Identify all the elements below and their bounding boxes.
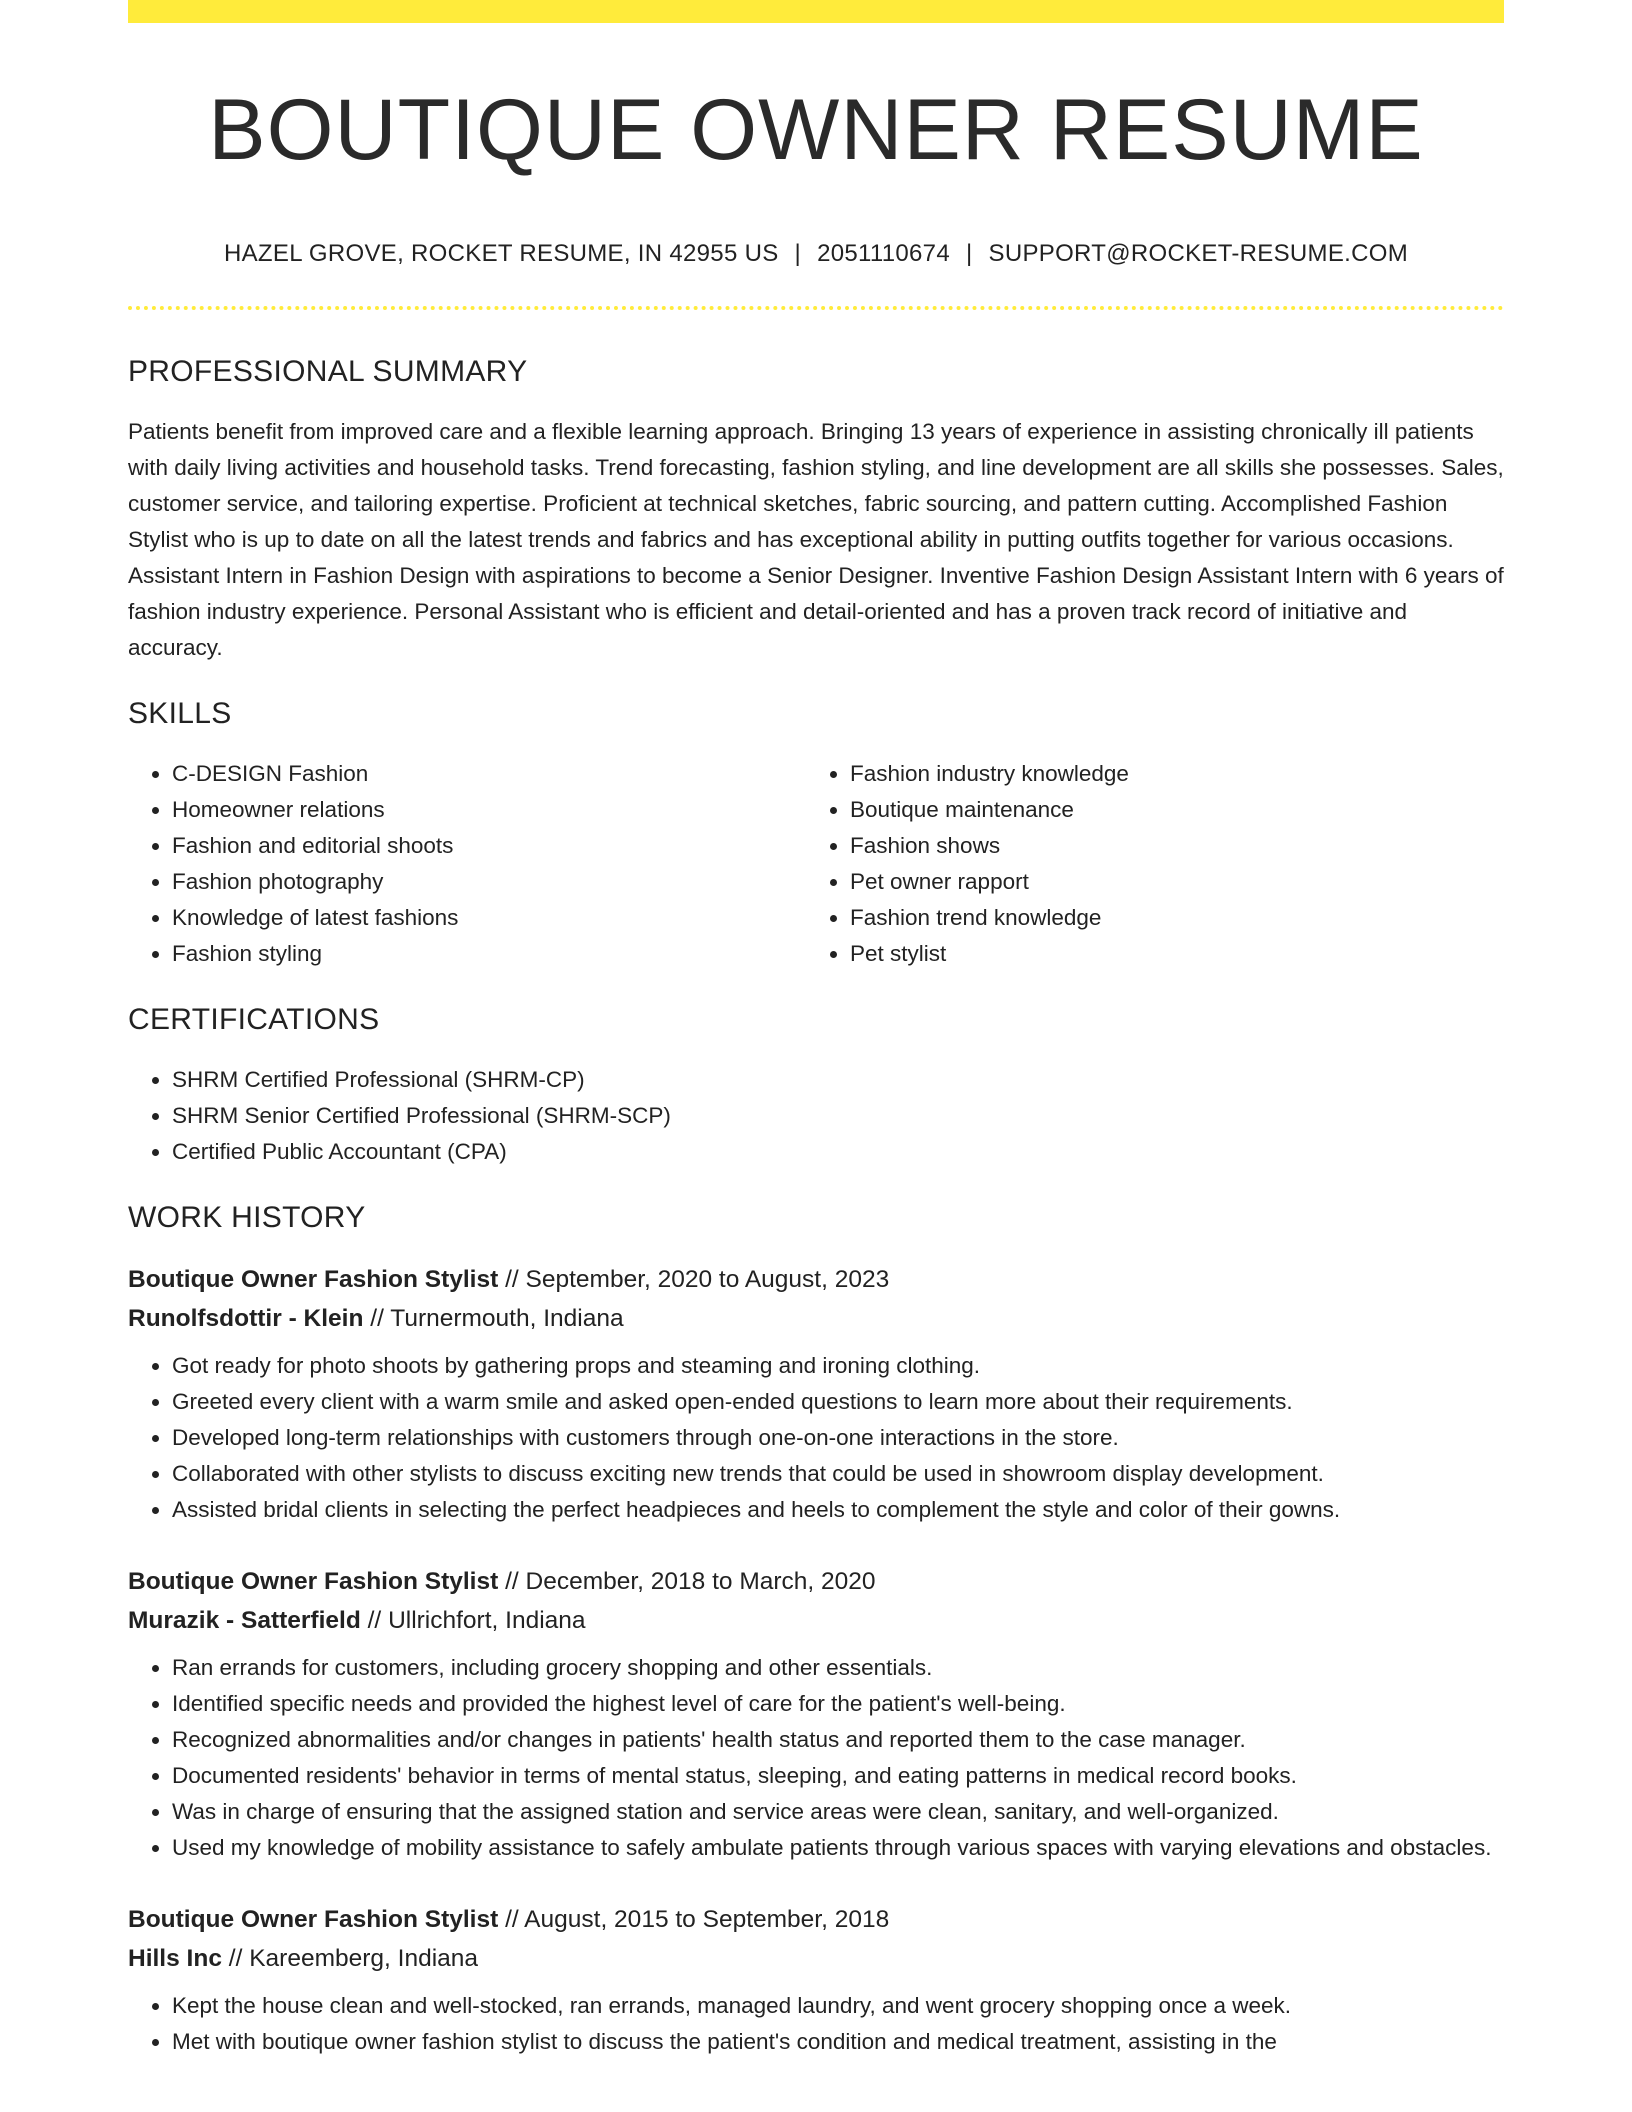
skill-item: • Knowledge of latest fashions [172, 900, 806, 936]
job-dates: August, 2015 to September, 2018 [524, 1906, 890, 1933]
skills-heading: SKILLS [128, 697, 232, 730]
certifications-section [128, 1000, 1504, 1170]
skill-item: • Fashion and editorial shoots [172, 828, 806, 864]
job-title-line [128, 1900, 1504, 1939]
skill-item: • Fashion photography [172, 864, 806, 900]
job-bullet: • Greeted every client with a warm smile and asked open-ended questions to learn more about their requirements. [172, 1384, 1504, 1420]
job-bullets [128, 1348, 1504, 1528]
job-bullet: • Documented residents' behavior in terms of mental status, sleeping, and eating patterns in medical record books. [172, 1758, 1504, 1794]
job-title: Boutique Owner Fashion Stylist [128, 1906, 499, 1933]
skill-item: • Fashion styling [172, 936, 806, 972]
skills-list-left [128, 756, 806, 972]
job-bullet: • Recognized abnormalities and/or changes in patients' health status and reported them to the case manager. [172, 1722, 1504, 1758]
job-divider: // [370, 1305, 384, 1332]
job-bullet: • Kept the house clean and well-stocked, ran errands, managed laundry, and went grocery shopping once a week. [172, 1988, 1504, 2024]
skills-columns [128, 756, 1504, 972]
skill-item: • Fashion shows [850, 828, 1484, 864]
work-history-heading: WORK HISTORY [128, 1201, 366, 1234]
job-title-line [128, 1562, 1504, 1601]
contact-separator: | [965, 240, 973, 267]
job-title: Boutique Owner Fashion Stylist [128, 1568, 499, 1595]
job-company-line [128, 1601, 1504, 1640]
job-bullet: • Assisted bridal clients in selecting the perfect headpieces and heels to complement the style and color of their gowns. [172, 1492, 1504, 1528]
summary-text: Patients benefit from improved care and a flexible learning approach. Bringing 13 years of experience in assisting chronically ill patients with daily living activities and household tasks. Trend forecasting, fashion styling, and line development are all skills she possesses. Sales, customer service, and tailoring expertise. Proficient at technical sketches, fabric sourcing, and pattern cutting. Accomplished Fashion Stylist who is up to date on all the latest trends and fabrics and has exceptional ability in putting outfits together for various occasions. Assistant Intern in Fashion Design with aspirations to become a Senior Designer. Inventive Fashion Design Assistant Intern with 6 years of fashion industry experience. Personal Assistant who is efficient and detail-oriented and has a proven track record of initiative and accuracy. [128, 419, 1504, 660]
job-location: Ullrichfort, Indiana [388, 1607, 586, 1634]
skill-item: • Boutique maintenance [850, 792, 1484, 828]
job-divider: // [505, 1568, 519, 1595]
contact-line [128, 238, 1504, 270]
summary-heading: PROFESSIONAL SUMMARY [128, 355, 528, 388]
contact-address: HAZEL GROVE, ROCKET RESUME, IN 42955 US [223, 240, 779, 267]
skill-item: • Pet owner rapport [850, 864, 1484, 900]
job-dates: September, 2020 to August, 2023 [525, 1266, 890, 1293]
contact-phone: 2051110674 [817, 240, 950, 267]
job-entry [128, 1562, 1504, 1866]
certification-item: • Certified Public Accountant (CPA) [172, 1134, 1504, 1170]
job-title-line [128, 1260, 1504, 1299]
job-bullet: • Was in charge of ensuring that the assigned station and service areas were clean, sanitary, and well-organized. [172, 1794, 1504, 1830]
contact-separator: | [794, 240, 802, 267]
job-bullet: • Developed long-term relationships with customers through one-on-one interactions in the store. [172, 1420, 1504, 1456]
skills-list-right [806, 756, 1484, 972]
skill-item: • Fashion industry knowledge [850, 756, 1484, 792]
work-history-section [128, 1198, 1504, 2060]
job-bullets [128, 1650, 1504, 1866]
job-title: Boutique Owner Fashion Stylist [128, 1266, 499, 1293]
job-location: Turnermouth, Indiana [390, 1305, 624, 1332]
job-divider: // [505, 1266, 519, 1293]
certification-item: • SHRM Certified Professional (SHRM-CP) [172, 1062, 1504, 1098]
job-divider: // [367, 1607, 382, 1634]
job-entry [128, 1260, 1504, 1528]
skills-section [128, 694, 1504, 972]
job-entry [128, 1900, 1504, 2060]
job-dates: December, 2018 to March, 2020 [525, 1568, 876, 1595]
job-bullets [128, 1988, 1504, 2060]
page-title: BOUTIQUE OWNER RESUME [208, 82, 1424, 178]
certification-item: • SHRM Senior Certified Professional (SHRM-SCP) [172, 1098, 1504, 1134]
job-bullet: • Met with boutique owner fashion stylist to discuss the patient's condition and medical treatment, assisting in the [172, 2024, 1504, 2060]
job-divider: // [505, 1906, 519, 1933]
job-company-line [128, 1299, 1504, 1338]
job-company-line [128, 1939, 1504, 1978]
job-bullet: • Got ready for photo shoots by gathering props and steaming and ironing clothing. [172, 1348, 1504, 1384]
contact-email: SUPPORT@ROCKET-RESUME.COM [988, 240, 1408, 267]
jobs-container [128, 1260, 1504, 2060]
summary-section [128, 352, 1504, 666]
job-bullet: • Ran errands for customers, including grocery shopping and other essentials. [172, 1650, 1504, 1686]
job-company: Runolfsdottir - Klein [128, 1305, 364, 1332]
job-bullet: • Collaborated with other stylists to discuss exciting new trends that could be used in showroom display development. [172, 1456, 1504, 1492]
certifications-list [128, 1062, 1504, 1170]
certifications-heading: CERTIFICATIONS [128, 1003, 380, 1036]
resume-body [128, 352, 1504, 2094]
skill-item: • Fashion trend knowledge [850, 900, 1484, 936]
skill-item: • Homeowner relations [172, 792, 806, 828]
skill-item: • C-DESIGN Fashion [172, 756, 806, 792]
job-bullet: • Used my knowledge of mobility assistance to safely ambulate patients through various spaces with varying elevations and obstacles. [172, 1830, 1504, 1866]
job-divider: // [228, 1945, 243, 1972]
job-location: Kareemberg, Indiana [249, 1945, 479, 1972]
job-bullet: • Identified specific needs and provided the highest level of care for the patient's well-being. [172, 1686, 1504, 1722]
header-divider [128, 306, 1504, 310]
skill-item: • Pet stylist [850, 936, 1484, 972]
accent-top-bar [128, 0, 1504, 23]
job-company: Murazik - Satterfield [128, 1607, 361, 1634]
job-company: Hills Inc [128, 1945, 222, 1972]
